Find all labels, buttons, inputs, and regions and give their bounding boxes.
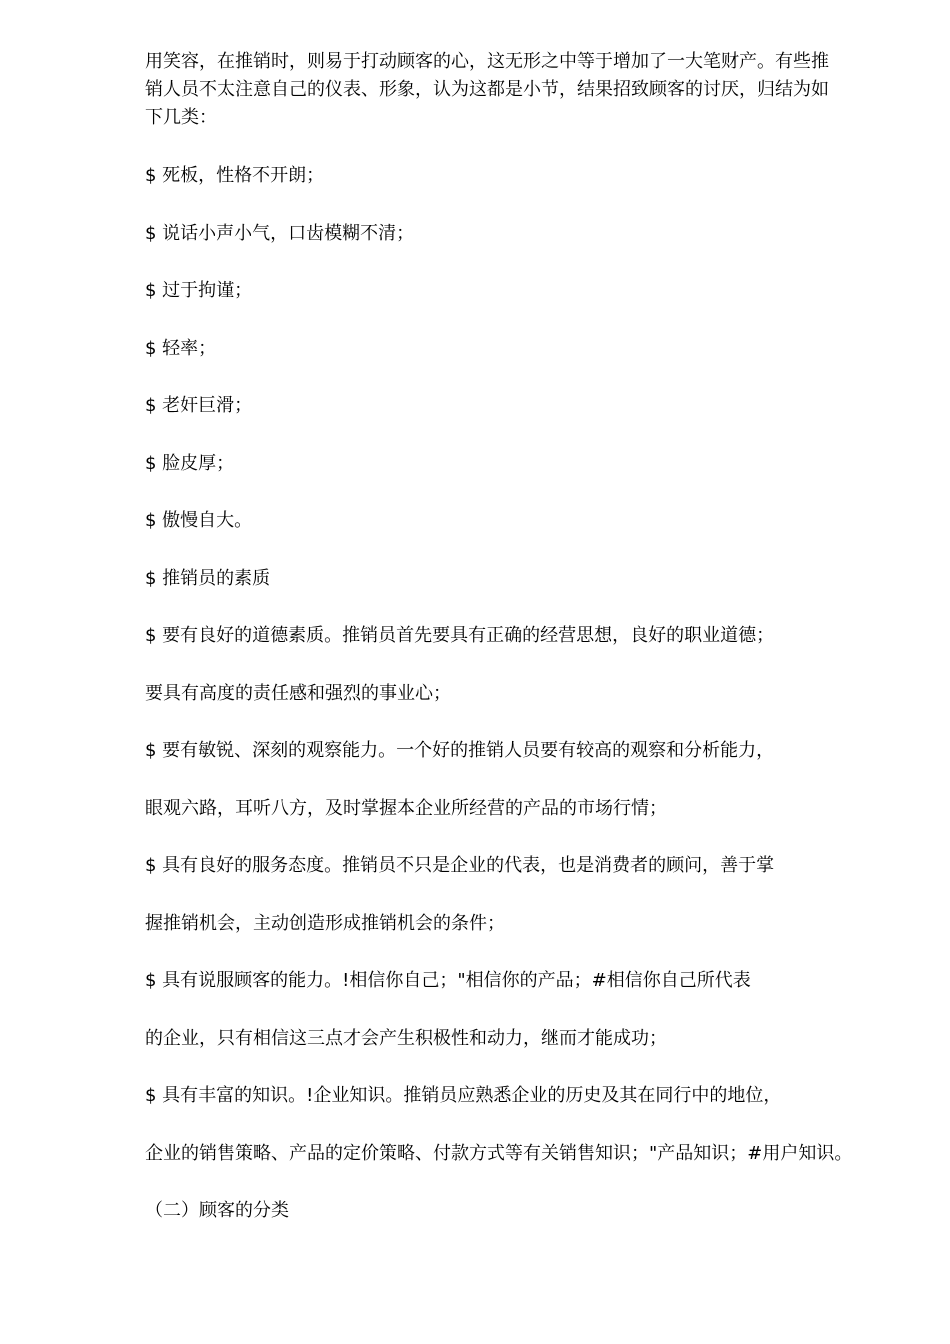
list-item: $ 死板，性格不开朗； xyxy=(145,165,325,186)
text-line: 企业的销售策略、产品的定价策略、付款方式等有关销售知识；"产品知识；#用户知识。 xyxy=(145,1143,853,1164)
section-heading: $ 推销员的素质 xyxy=(145,568,271,589)
list-item: $ 轻率； xyxy=(145,338,217,359)
intro-line-2: 销人员不太注意自己的仪表、形象，认为这都是小节，结果招致顾客的讨厌，归结为如 xyxy=(145,79,829,100)
text-line: 眼观六路，耳听八方，及时掌握本企业所经营的产品的市场行情； xyxy=(145,798,667,819)
list-item: $ 傲慢自大。 xyxy=(145,510,253,531)
intro-line-1: 用笑容，在推销时，则易于打动顾客的心，这无形之中等于增加了一大笔财产。有些推 xyxy=(145,51,829,72)
intro-paragraph xyxy=(145,48,885,132)
text-line: 要具有高度的责任感和强烈的事业心； xyxy=(145,683,451,704)
list-item: $ 要有敏锐、深刻的观察能力。一个好的推销人员要有较高的观察和分析能力， xyxy=(145,740,775,761)
intro-line-3: 下几类： xyxy=(145,107,217,128)
list-item: $ 脸皮厚； xyxy=(145,453,235,474)
text-line: 的企业，只有相信这三点才会产生积极性和动力，继而才能成功； xyxy=(145,1028,667,1049)
text-line: 握推销机会，主动创造形成推销机会的条件； xyxy=(145,913,505,934)
list-item: $ 说话小声小气，口齿模糊不清； xyxy=(145,223,415,244)
list-item: $ 具有说服顾客的能力。!相信你自己；"相信你的产品；#相信你自己所代表 xyxy=(145,970,751,991)
list-item: $ 具有丰富的知识。!企业知识。推销员应熟悉企业的历史及其在同行中的地位， xyxy=(145,1085,782,1106)
list-item: $ 具有良好的服务态度。推销员不只是企业的代表，也是消费者的顾问，善于掌 xyxy=(145,855,775,876)
section-heading: （二）顾客的分类 xyxy=(145,1200,289,1221)
list-item: $ 要有良好的道德素质。推销员首先要具有正确的经营思想，良好的职业道德； xyxy=(145,625,775,646)
list-item: $ 老奸巨滑； xyxy=(145,395,253,416)
list-item: $ 过于拘谨； xyxy=(145,280,253,301)
